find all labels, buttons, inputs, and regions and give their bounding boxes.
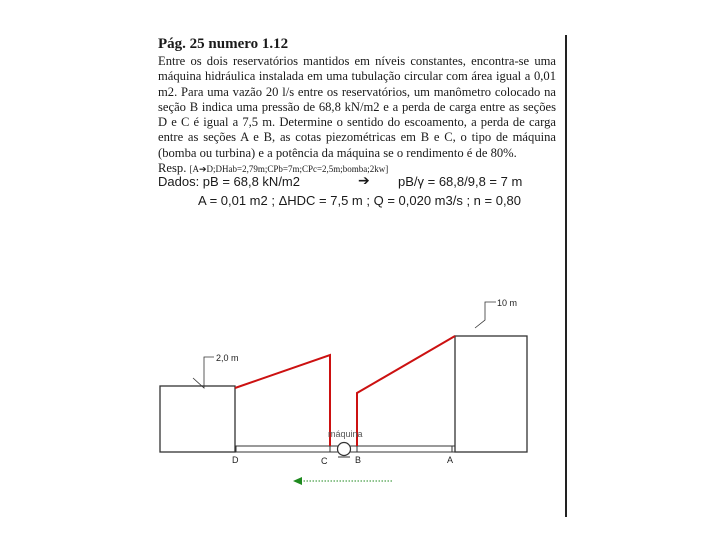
problem-text: Entre os dois reservatórios mantidos em níveis constantes, encontra-se uma máquina hidráulica instalada em uma tubulação circular com área igual a 0,01 m2. Para uma vazão 20 l/s entre os reservatórios, um manômetro colocado na seção B indica uma pressão de 68,8 kN/m2 e a perda de carga entre as seções D e C é igual a 7,5 m. Determine o sentido do escoamento, a perda de carga entre as seções A e B, as cotas piezométricas em B e C, o tipo de máquina (bomba ou turbina) e a potência da máquina se o rendimento é de 80%. [158, 54, 556, 160]
right-level-leader [475, 302, 496, 328]
machine-label: máquina [328, 429, 363, 439]
left-reservoir [160, 386, 235, 452]
section-b-label: B [355, 455, 362, 465]
section-c-label: C [321, 456, 328, 466]
given-parameters: A = 0,01 m2 ; ΔHDC = 7,5 m ; Q = 0,020 m3/s ; n = 0,80 [198, 193, 522, 208]
section-d-label: D [232, 455, 239, 465]
grade-line-right [357, 336, 455, 446]
answer-label: Resp. [158, 161, 187, 176]
flow-arrow-icon [293, 477, 302, 485]
left-level-label: 2,0 m [216, 353, 239, 363]
problem-title: Pág. 25 numero 1.12 [158, 36, 289, 52]
pressure-head: pB/γ = 68,8/9,8 = 7 m [398, 174, 523, 189]
right-level-label: 10 m [497, 298, 518, 308]
right-reservoir [455, 336, 527, 452]
given-pressure: Dados: pB = 68,8 kN/m2 [158, 174, 300, 189]
left-level-leader [193, 357, 214, 388]
answer-values: [A➔D;DHab=2,79m;CPb=7m;CPc=2,5m;bomba;2kw] [189, 164, 389, 175]
right-arrow-icon: ➔ [358, 173, 370, 189]
grade-line-left [235, 355, 330, 446]
section-a-label: A [447, 455, 454, 465]
machine-icon [338, 443, 351, 456]
